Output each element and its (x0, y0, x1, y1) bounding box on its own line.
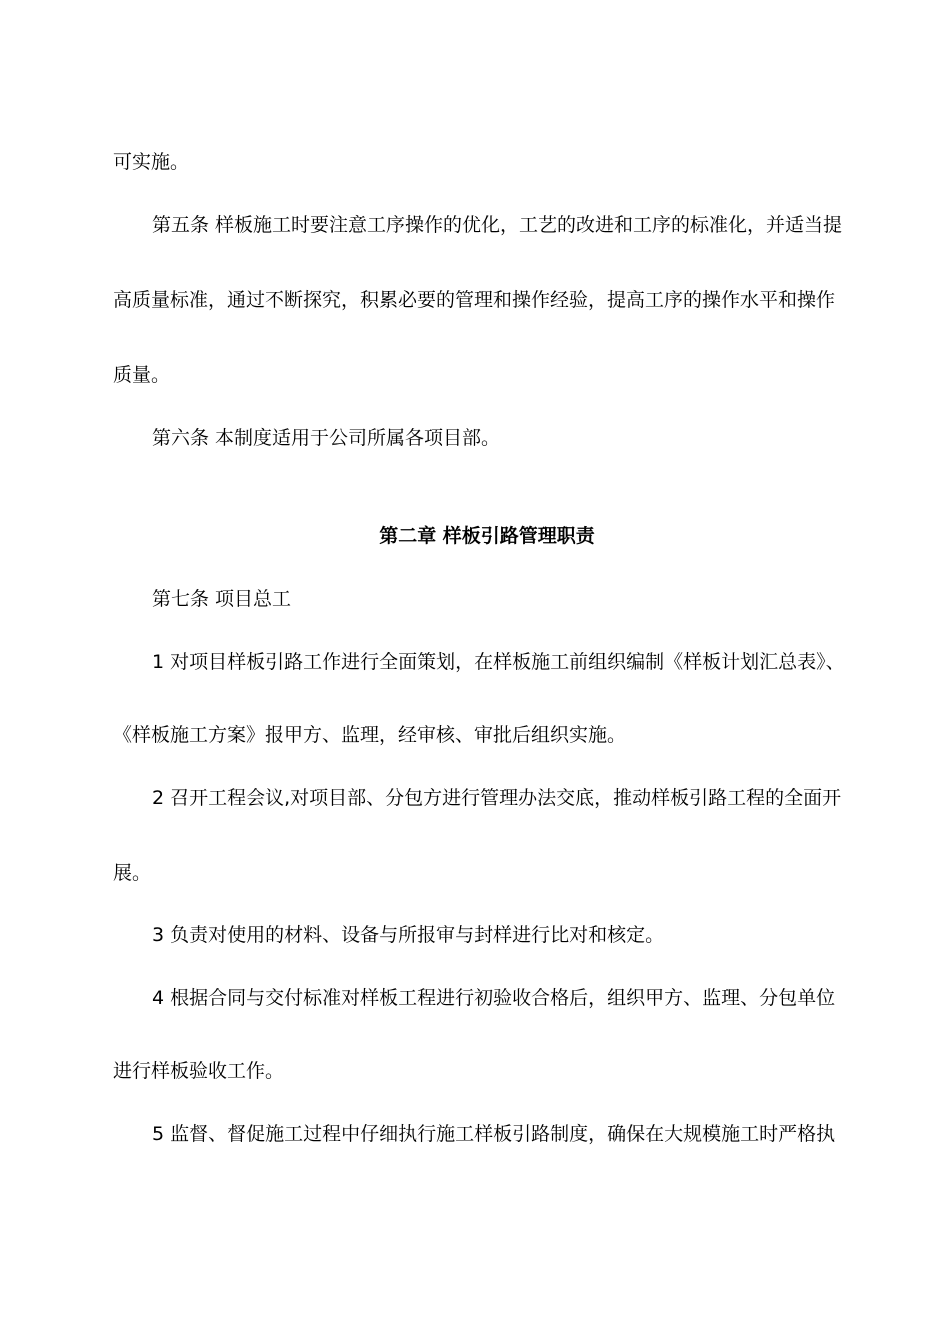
article-7-line: 第七条 项目总工 (152, 588, 292, 610)
item-2-line-1: 2 召开工程会议,对项目部、分包方进行管理办法交底，推动样板引路工程的全面开 (152, 787, 842, 809)
item-3-line: 3 负责对使用的材料、设备与所报审与封样进行比对和核定。 (152, 924, 665, 946)
article-5-line-3: 质量。 (113, 364, 171, 386)
item-1-line-2: 《样板施工方案》报甲方、监理，经审核、审批后组织实施。 (113, 724, 627, 746)
article-6-line: 第六条 本制度适用于公司所属各项目部。 (152, 427, 501, 449)
chapter-2-heading: 第二章 样板引路管理职责 (379, 525, 595, 547)
paragraph-continuation-line: 可实施。 (113, 151, 190, 173)
item-2-line-2: 展。 (113, 862, 152, 884)
item-4-line-2: 进行样板验收工作。 (113, 1060, 285, 1082)
article-5-line-2: 高质量标准，通过不断探究，积累必要的管理和操作经验，提高工序的操作水平和操作 (113, 289, 836, 311)
item-1-line-1: 1 对项目样板引路工作进行全面策划，在样板施工前组织编制《样板计划汇总表》、 (152, 651, 845, 673)
item-5-line-1: 5 监督、督促施工过程中仔细执行施工样板引路制度，确保在大规模施工时严格执 (152, 1123, 836, 1145)
article-5-line-1: 第五条 样板施工时要注意工序操作的优化，工艺的改进和工序的标准化，并适当提 (152, 214, 843, 236)
item-4-line-1: 4 根据合同与交付标准对样板工程进行初验收合格后，组织甲方、监理、分包单位 (152, 987, 836, 1009)
